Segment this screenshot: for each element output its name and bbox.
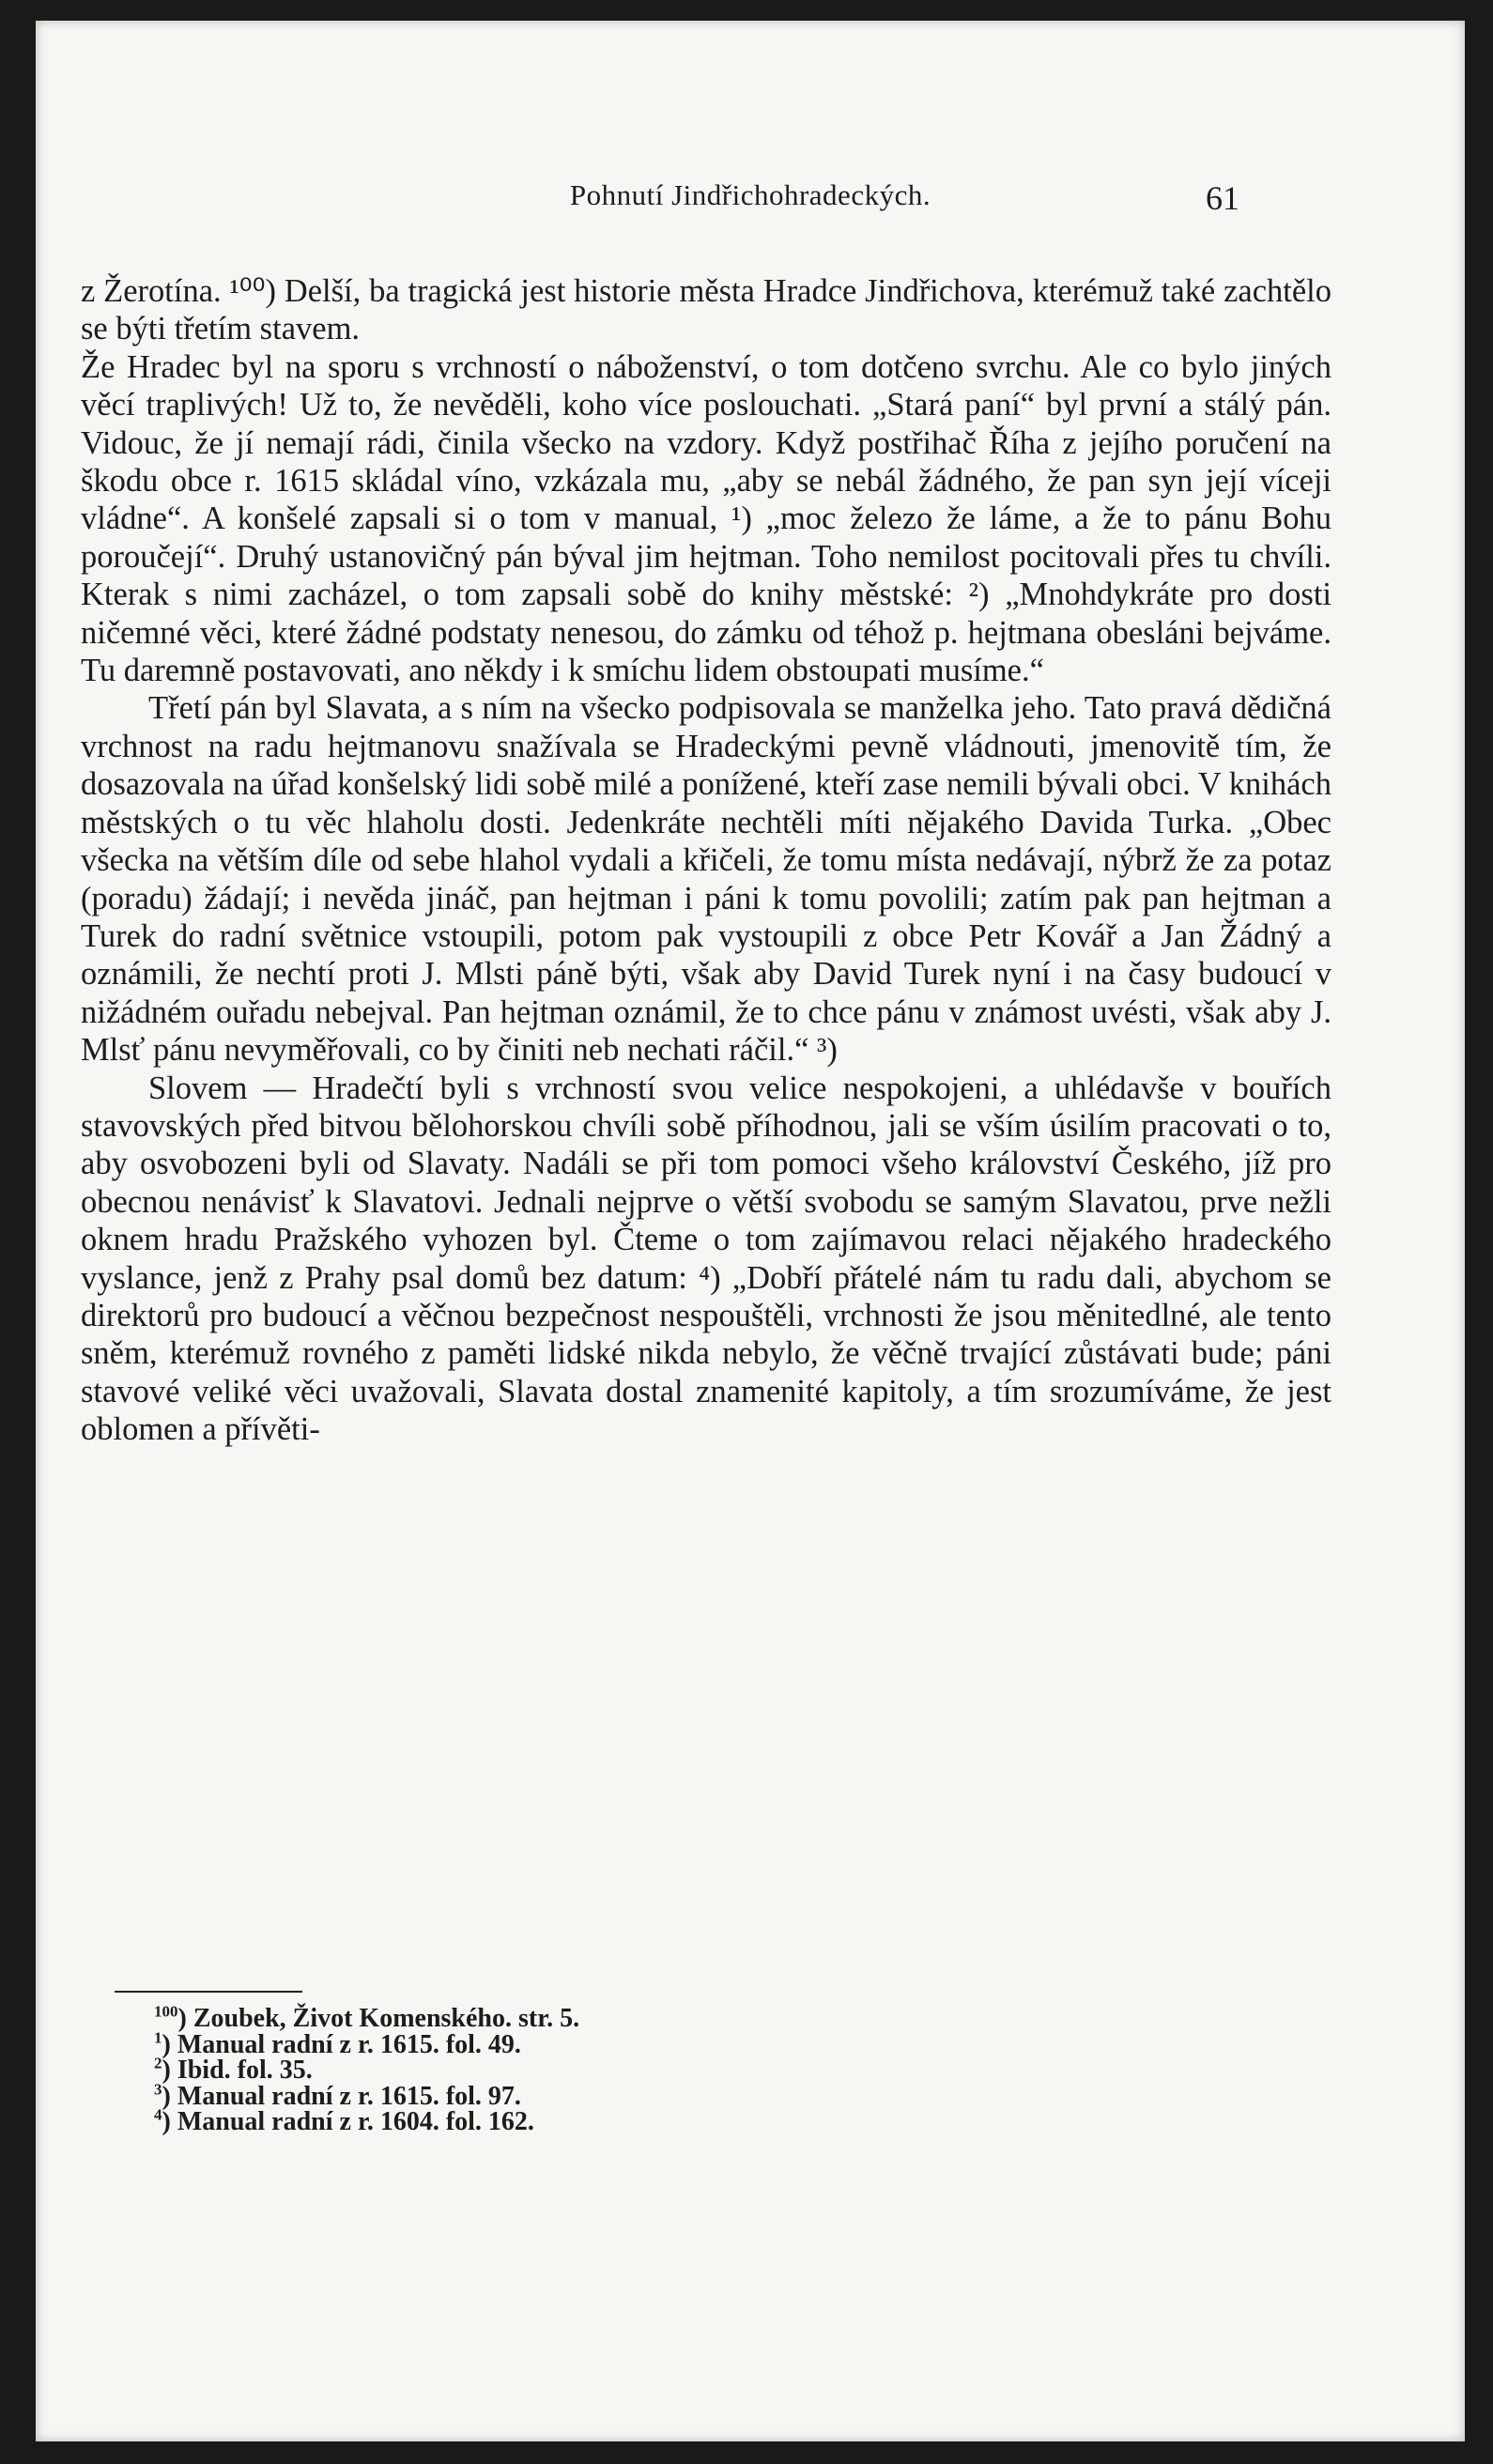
footnote-text: Manual radní z r. 1615. fol. 49. [177, 2029, 521, 2059]
body-text [81, 272, 1331, 1449]
footnote: $^1$) Manual radní z r. 1615. fol. 49. [154, 2028, 521, 2059]
footnote: $^3$) Manual radní z r. 1615. fol. 97. [154, 2080, 521, 2111]
footnote-mark: 1 [154, 2028, 162, 2047]
paragraph: Třetí pán byl Slavata, a s ním na všecko podpisovala se manželka jeho. Tato pravá dědičná vrchnost na radu hejtmanovu snažívala se Hradeckými pevně vládnouti, jmenovitě tím, že dosazovala na úřad konšelský lidi sobě milé a ponížené, kteří zase nemili bývali obci. V knihách městských o tu věc hlaholu dosti. Jedenkráte nechtěli míti nějakého Davida Turka. „Obec všecka na větším díle od sebe hlahol vydali a křičeli, že tomu místa nedávají, nýbrž že za potaz (poradu) žádají; i nevěda jináč, pan hejtman i páni k tomu povolili; zatím pak pan hejtman a Turek do radní světnice vstoupili, potom pak vystoupili z obce Petr Kovář a Jan Žádný a oznámili, že nechtí proti J. Mlsti páně býti, však aby David Turek nyní i na časy budoucí v nižádném ouřadu nebejval. Pan hejtman oznámil, že to chce pánu v známost uvésti, však aby J. Mlsť pánu nevyměřovali, co by činiti neb nechati ráčil.“ ³) [81, 690, 1331, 1069]
footnote-text: Manual radní z r. 1615. fol. 97. [177, 2081, 521, 2111]
footnote: $^2$) Ibid. fol. 35. [154, 2054, 313, 2085]
footnote-text: Ibid. fol. 35. [177, 2056, 313, 2085]
footnote: $^{100}$) Zoubek, Život Komenského. str. 5. [154, 2002, 580, 2033]
paragraph: z Žerotína. ¹⁰⁰) Delší, ba tragická jest historie města Hradce Jindřichova, kterémuž také zachtělo se býti třetím stavem. [81, 273, 1331, 347]
footnote-mark: 100 [154, 2002, 178, 2021]
footnote-text: Manual radní z r. 1604. fol. 162. [177, 2107, 534, 2136]
paragraph: Že Hradec byl na sporu s vrchností o náboženství, o tom dotčeno svrchu. Ale co bylo jiných věcí traplivých! Už to, že nevěděli, koho více poslouchati. „Stará paní“ byl první a stálý pán. Vidouc, že jí nemají rádi, činila všecko na vzdory. Když postřihač Říha z jejího poručení na škodu obce r. 1615 skládal víno, vzkázala mu, „aby se nebál žádného, že pan syn její víceji vládne“. A konšelé zapsali si o tom v manual, ¹) „moc železo že láme, a že to pánu Bohu poroučejí“. Druhý ustanovičný pán býval jim hejtman. Toho nemilost pocitovali přes tu chvíli. Kterak s nimi zacházel, o tom zapsali sobě do knihy městské: ²) „Mnohdykráte pro dosti ničemné věci, které žádné podstaty nenesou, do zámku od téhož p. hejtmana obesláni bejváme. Tu daremně postavovati, ano někdy i k smíchu lidem obstoupati musíme.“ [81, 348, 1331, 689]
paragraph: Slovem — Hradečtí byli s vrchností svou velice nespokojeni, a uhlédavše v bouřích stavovských před bitvou bělohorskou chvíli sobě příhodnou, jali se vším úsilím pracovati o to, aby osvobozeni byli od Slavaty. Nadáli se při tom pomoci všeho království Českého, jíž pro obecnou nenávisť k Slavatovi. Jednali nejprve o větší svobodu se samým Slavatou, prve nežli oknem hradu Pražského vyhozen byl. Čteme o tom zajímavou relaci nějakého hradeckého vyslance, jenž z Prahy psal domů bez datum: ⁴) „Dobří přátelé nám tu radu dali, abychom se direktorů pro budoucí a věčnou bezpečnost nespouštěli, vrchnosti že jsou měnitedlné, ale tento sněm, kterémuž rovného z paměti lidské nikda nebylo, že věčně trvající zůstávati bude; páni stavové veliké věci uvažovali, Slavata dostal znamenité kapitoly, a tím srozumíváme, že jest oblomen a přívěti- [81, 1070, 1331, 1448]
book-page [36, 21, 1465, 2441]
page-header [36, 162, 1465, 218]
footnote-mark: 3 [154, 2080, 162, 2099]
footnote-separator [115, 1991, 302, 1993]
page-number: 61 [1206, 179, 1239, 217]
footnote: $^4$) Manual radní z r. 1604. fol. 162. [154, 2105, 534, 2136]
footnote-mark: 2 [154, 2054, 162, 2072]
footnote-text: Zoubek, Život Komenského. str. 5. [192, 2004, 580, 2033]
running-title: Pohnutí Jindřichohradeckých. [569, 178, 931, 211]
footnote-mark: 4 [154, 2105, 162, 2124]
footnotes [154, 2002, 999, 2136]
